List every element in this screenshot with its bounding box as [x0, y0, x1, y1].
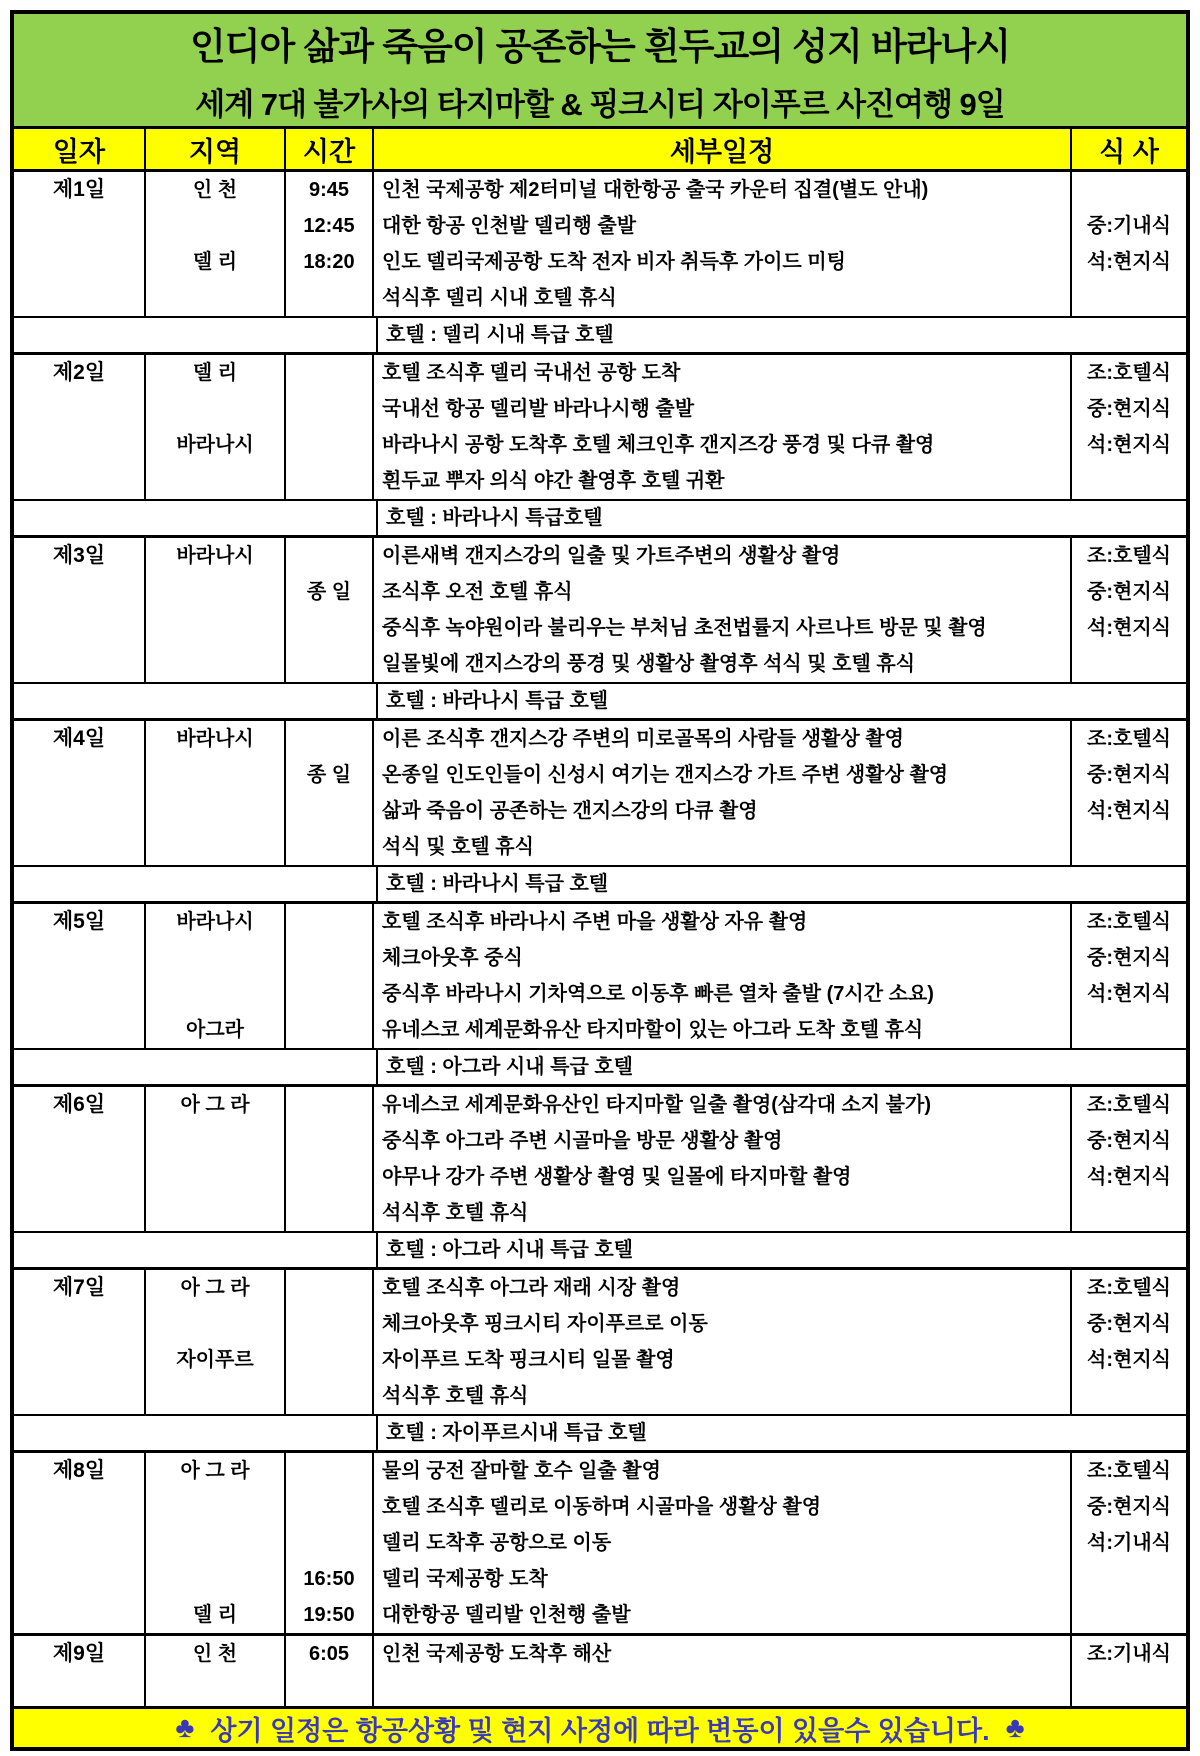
meal-label: 석:현지식 — [1087, 983, 1171, 1005]
detail-line: 석식후 호텔 휴식 — [382, 1202, 529, 1224]
day-time-cell — [286, 355, 374, 499]
detail-line: 대한항공 델리발 인천행 출발 — [382, 1604, 631, 1626]
meal-label: 석:현지식 — [1087, 800, 1171, 822]
time-label — [286, 1087, 372, 1123]
detail-line: 이른새벽 갠지스강의 일출 및 가트주변의 생활상 촬영 — [382, 545, 841, 567]
region-label — [146, 1525, 284, 1561]
day-label: 제8일 — [52, 1459, 106, 1482]
detail-line: 석식 및 호텔 휴식 — [382, 836, 534, 858]
meal-label: 조:기내식 — [1087, 1643, 1171, 1665]
header-banner — [14, 14, 1186, 129]
detail-line: 중식후 녹야원이라 불리우는 부처님 초전법률지 사르나트 방문 및 촬영 — [382, 617, 987, 639]
region-label: 바라나시 — [176, 728, 254, 750]
meal-label: 중:기내식 — [1087, 215, 1171, 237]
column-header-time: 시간 — [286, 129, 374, 169]
meal-label — [1072, 1195, 1186, 1231]
detail-line: 인도 델리국제공항 도착 전자 비자 취득후 가이드 미팅 — [382, 251, 846, 273]
hotel-label: 호텔 : 델리 시내 특급 호텔 — [386, 324, 614, 346]
detail-line: 이른 조식후 갠지스강 주변의 미로골목의 사람들 생활상 촬영 — [382, 728, 904, 750]
meal-label: 조:호텔식 — [1087, 911, 1171, 933]
time-label — [286, 355, 372, 391]
detail-line: 유네스코 세계문화유산인 타지마할 일출 촬영(삼각대 소지 불가) — [382, 1094, 931, 1116]
page-title-line1: 인디아 삶과 죽음이 공존하는 흰두교의 성지 바라나시 — [189, 26, 1010, 67]
day-block — [14, 355, 1186, 538]
time-label: 12:45 — [303, 215, 355, 237]
column-header-row — [14, 129, 1186, 172]
day-label: 제3일 — [52, 544, 106, 567]
day-date-cell — [14, 1636, 146, 1706]
itinerary-sheet — [10, 10, 1190, 1751]
day-block — [14, 904, 1186, 1087]
day-meal-cell — [1072, 1270, 1186, 1414]
day-grid — [14, 172, 1186, 316]
region-label — [146, 1378, 284, 1414]
detail-line: 체크아웃후 핑크시티 자이푸르로 이동 — [382, 1313, 708, 1335]
detail-line: 일몰빛에 갠지스강의 풍경 및 생활상 촬영후 석식 및 호텔 휴식 — [382, 653, 916, 675]
day-sections — [14, 172, 1186, 1706]
day-block — [14, 172, 1186, 355]
meal-label — [1072, 463, 1186, 499]
hotel-label: 호텔 : 바라나시 특급 호텔 — [386, 690, 609, 712]
detail-line: 대한 항공 인천발 델리행 출발 — [382, 215, 637, 237]
day-detail-cell — [374, 1636, 1072, 1706]
detail-line: 호텔 조식후 델리로 이동하며 시골마을 생활상 촬영 — [382, 1496, 822, 1518]
hotel-label: 호텔 : 바라나시 특급 호텔 — [386, 873, 609, 895]
hotel-row — [14, 1414, 1186, 1450]
region-label: 델 리 — [192, 362, 238, 384]
day-region-cell — [146, 1087, 286, 1231]
detail-line: 중식후 아그라 주변 시골마을 방문 생활상 촬영 — [382, 1130, 783, 1152]
day-time-cell — [286, 904, 374, 1048]
day-label: 제9일 — [52, 1642, 106, 1665]
region-label: 아그라 — [186, 1019, 244, 1041]
meal-label — [1072, 1597, 1186, 1633]
day-grid — [14, 538, 1186, 682]
time-label — [286, 1123, 372, 1159]
day-meal-cell — [1072, 1453, 1186, 1633]
hotel-row-spacer — [14, 867, 378, 901]
region-label — [146, 463, 284, 499]
time-label: 9:45 — [308, 179, 350, 201]
time-label — [286, 1270, 372, 1306]
day-grid — [14, 1270, 1186, 1414]
meal-label: 중:현지식 — [1087, 581, 1171, 603]
detail-line: 국내선 항공 델리발 바라나시행 출발 — [382, 398, 695, 420]
time-label — [286, 1012, 372, 1048]
day-detail-cell — [374, 538, 1072, 682]
time-label — [286, 1195, 372, 1231]
club-icon-right: ♣ — [1005, 1711, 1025, 1744]
day-detail-cell — [374, 172, 1072, 316]
meal-label — [1072, 1378, 1186, 1414]
time-label — [286, 538, 372, 574]
hotel-row — [14, 682, 1186, 718]
region-label — [146, 574, 284, 610]
time-label: 19:50 — [303, 1604, 355, 1626]
detail-line: 델리 도착후 공항으로 이동 — [382, 1532, 612, 1554]
day-meal-cell — [1072, 172, 1186, 316]
meal-label: 석:현지식 — [1087, 434, 1171, 456]
meal-label: 조:호텔식 — [1087, 728, 1171, 750]
time-label — [286, 463, 372, 499]
region-label — [146, 1195, 284, 1231]
meal-label: 중:현지식 — [1087, 947, 1171, 969]
detail-line: 야무나 강가 주변 생활상 촬영 및 일몰에 타지마할 촬영 — [382, 1166, 852, 1188]
day-grid — [14, 1087, 1186, 1231]
day-grid — [14, 355, 1186, 499]
region-label — [146, 391, 284, 427]
region-label: 아 그 라 — [180, 1277, 250, 1299]
detail-line: 온종일 인도인들이 신성시 여기는 갠지스강 가트 주변 생활상 촬영 — [382, 764, 949, 786]
region-label — [146, 1159, 284, 1195]
day-label: 제4일 — [52, 727, 106, 750]
meal-label: 중:현지식 — [1087, 1130, 1171, 1152]
time-label: 종 일 — [306, 764, 352, 786]
hotel-label: 호텔 : 아그라 시내 특급 호텔 — [386, 1239, 633, 1261]
detail-line: 호텔 조식후 델리 국내선 공항 도착 — [382, 362, 681, 384]
day-date-cell — [14, 1453, 146, 1633]
day-label: 제6일 — [52, 1093, 106, 1116]
day-region-cell — [146, 721, 286, 865]
hotel-row-spacer — [14, 1233, 378, 1267]
day-date-cell — [14, 172, 146, 316]
meal-label — [1072, 280, 1186, 316]
time-label: 6:05 — [308, 1643, 350, 1665]
region-label — [146, 829, 284, 865]
time-label — [286, 1453, 372, 1489]
day-date-cell — [14, 538, 146, 682]
meal-label — [1072, 829, 1186, 865]
day-meal-cell — [1072, 1636, 1186, 1706]
detail-line: 물의 궁전 잘마할 호수 일출 촬영 — [382, 1460, 661, 1482]
day-detail-cell — [374, 1270, 1072, 1414]
hotel-label: 호텔 : 바라나시 특급호텔 — [386, 507, 603, 529]
region-label: 아 그 라 — [180, 1094, 250, 1116]
day-grid — [14, 721, 1186, 865]
day-date-cell — [14, 1087, 146, 1231]
time-label: 16:50 — [303, 1568, 355, 1590]
hotel-row — [14, 499, 1186, 535]
column-header-date: 일자 — [14, 129, 146, 169]
region-label — [146, 1561, 284, 1597]
region-label: 아 그 라 — [180, 1460, 250, 1482]
hotel-row-spacer — [14, 1050, 378, 1084]
day-meal-cell — [1072, 355, 1186, 499]
hotel-row-spacer — [14, 318, 378, 352]
meal-label: 중:현지식 — [1087, 1313, 1171, 1335]
day-grid — [14, 1636, 1186, 1706]
detail-line: 석식후 델리 시내 호텔 휴식 — [382, 287, 617, 309]
detail-line: 인천 국제공항 도착후 해산 — [382, 1643, 612, 1665]
time-label — [286, 1342, 372, 1378]
region-label: 바라나시 — [176, 434, 254, 456]
day-time-cell — [286, 1453, 374, 1633]
day-label: 제7일 — [52, 1276, 106, 1299]
day-block — [14, 538, 1186, 721]
day-date-cell — [14, 1270, 146, 1414]
time-label — [286, 280, 372, 316]
meal-label: 석:현지식 — [1087, 1349, 1171, 1371]
day-time-cell — [286, 1270, 374, 1414]
day-meal-cell — [1072, 538, 1186, 682]
detail-line: 흰두교 뿌자 의식 야간 촬영후 호텔 귀환 — [382, 470, 725, 492]
time-label — [286, 976, 372, 1012]
time-label — [286, 646, 372, 682]
page-title-line2: 세계 7대 불가사의 타지마할 & 핑크시티 자이푸르 사진여행 9일 — [195, 87, 1005, 122]
meal-label: 조:호텔식 — [1087, 1277, 1171, 1299]
meal-label — [1072, 646, 1186, 682]
time-label — [286, 1159, 372, 1195]
meal-label: 석:기내식 — [1087, 1532, 1171, 1554]
day-time-cell — [286, 1087, 374, 1231]
region-label — [146, 1123, 284, 1159]
region-label: 델 리 — [192, 1604, 238, 1626]
hotel-row — [14, 1048, 1186, 1084]
day-label: 제2일 — [52, 361, 106, 384]
day-detail-cell — [374, 904, 1072, 1048]
detail-line: 델리 국제공항 도착 — [382, 1568, 548, 1590]
meal-label — [1072, 1561, 1186, 1597]
day-meal-cell — [1072, 904, 1186, 1048]
region-label — [146, 1489, 284, 1525]
meal-label: 중:현지식 — [1087, 764, 1171, 786]
hotel-row — [14, 865, 1186, 901]
region-label — [146, 940, 284, 976]
hotel-row-spacer — [14, 501, 378, 535]
day-detail-cell — [374, 355, 1072, 499]
time-label: 18:20 — [303, 251, 355, 273]
detail-line: 체크아웃후 중식 — [382, 947, 523, 969]
day-region-cell — [146, 538, 286, 682]
column-header-region: 지역 — [146, 129, 286, 169]
day-time-cell — [286, 721, 374, 865]
region-label — [146, 793, 284, 829]
detail-line: 호텔 조식후 바라나시 주변 마을 생활상 자유 촬영 — [382, 911, 808, 933]
day-region-cell — [146, 1270, 286, 1414]
detail-line: 중식후 바라나시 기차역으로 이동후 빠른 열차 출발 (7시간 소요) — [382, 983, 934, 1005]
region-label — [146, 646, 284, 682]
detail-line: 인천 국제공항 제2터미널 대한항공 출국 카운터 집결(별도 안내) — [382, 179, 929, 201]
day-date-cell — [14, 355, 146, 499]
column-header-details: 세부일정 — [374, 129, 1072, 169]
hotel-row — [14, 1231, 1186, 1267]
region-label — [146, 976, 284, 1012]
meal-label: 중:현지식 — [1087, 1496, 1171, 1518]
day-grid — [14, 904, 1186, 1048]
region-label: 인 천 — [192, 1643, 238, 1665]
detail-line: 삶과 죽음이 공존하는 갠지스강의 다큐 촬영 — [382, 800, 758, 822]
region-label — [146, 208, 284, 244]
day-label: 제5일 — [52, 910, 106, 933]
meal-label: 중:현지식 — [1087, 398, 1171, 420]
day-label: 제1일 — [52, 178, 106, 201]
meal-label: 석:현지식 — [1087, 617, 1171, 639]
time-label — [286, 904, 372, 940]
day-meal-cell — [1072, 721, 1186, 865]
region-label — [146, 1306, 284, 1342]
day-block — [14, 1453, 1186, 1636]
time-label — [286, 610, 372, 646]
meal-label: 조:호텔식 — [1087, 1094, 1171, 1116]
region-label — [146, 757, 284, 793]
hotel-row-spacer — [14, 1416, 378, 1450]
region-label: 인 천 — [192, 179, 238, 201]
hotel-label: 호텔 : 아그라 시내 특급 호텔 — [386, 1056, 633, 1078]
detail-line: 자이푸르 도착 핑크시티 일몰 촬영 — [382, 1349, 675, 1371]
day-detail-cell — [374, 1087, 1072, 1231]
meal-label: 조:호텔식 — [1087, 362, 1171, 384]
day-grid — [14, 1453, 1186, 1633]
time-label — [286, 829, 372, 865]
hotel-row-spacer — [14, 684, 378, 718]
day-meal-cell — [1072, 1087, 1186, 1231]
time-label — [286, 793, 372, 829]
detail-line: 조식후 오전 호텔 휴식 — [382, 581, 573, 603]
region-label: 바라나시 — [176, 911, 254, 933]
time-label — [286, 1525, 372, 1561]
time-label — [286, 1378, 372, 1414]
meal-label — [1072, 1012, 1186, 1048]
detail-line: 유네스코 세계문화유산 타지마할이 있는 아그라 도착 호텔 휴식 — [382, 1019, 924, 1041]
footer-note-text: 상기 일정은 항공상황 및 현지 사정에 따라 변동이 있을수 있습니다. — [210, 1715, 990, 1746]
region-label — [146, 610, 284, 646]
day-detail-cell — [374, 1453, 1072, 1633]
column-header-meal: 식 사 — [1099, 136, 1159, 167]
day-region-cell — [146, 172, 286, 316]
day-block — [14, 1636, 1186, 1706]
day-date-cell — [14, 904, 146, 1048]
detail-line: 바라나시 공항 도착후 호텔 체크인후 갠지즈강 풍경 및 다큐 촬영 — [382, 434, 935, 456]
day-region-cell — [146, 904, 286, 1048]
day-region-cell — [146, 1636, 286, 1706]
time-label — [286, 1489, 372, 1525]
meal-label — [1072, 172, 1186, 208]
time-label — [286, 1306, 372, 1342]
detail-line: 석식후 호텔 휴식 — [382, 1385, 529, 1407]
time-label — [286, 427, 372, 463]
day-time-cell — [286, 172, 374, 316]
day-region-cell — [146, 1453, 286, 1633]
meal-label: 조:호텔식 — [1087, 1460, 1171, 1482]
day-time-cell — [286, 1636, 374, 1706]
footer-note — [14, 1706, 1186, 1747]
region-label: 바라나시 — [176, 545, 254, 567]
detail-line: 호텔 조식후 아그라 재래 시장 촬영 — [382, 1277, 681, 1299]
hotel-row — [14, 316, 1186, 352]
meal-label: 석:현지식 — [1087, 1166, 1171, 1188]
time-label — [286, 940, 372, 976]
day-date-cell — [14, 721, 146, 865]
day-time-cell — [286, 538, 374, 682]
hotel-label: 호텔 : 자이푸르시내 특급 호텔 — [386, 1422, 647, 1444]
club-icon-left: ♣ — [175, 1711, 195, 1744]
time-label — [286, 721, 372, 757]
day-block — [14, 1270, 1186, 1453]
day-block — [14, 1087, 1186, 1270]
time-label — [286, 391, 372, 427]
region-label: 델 리 — [192, 251, 238, 273]
day-region-cell — [146, 355, 286, 499]
time-label: 종 일 — [306, 581, 352, 603]
day-block — [14, 721, 1186, 904]
day-detail-cell — [374, 721, 1072, 865]
region-label: 자이푸르 — [176, 1349, 254, 1371]
region-label — [146, 280, 284, 316]
meal-label: 석:현지식 — [1087, 251, 1171, 273]
meal-label: 조:호텔식 — [1087, 545, 1171, 567]
